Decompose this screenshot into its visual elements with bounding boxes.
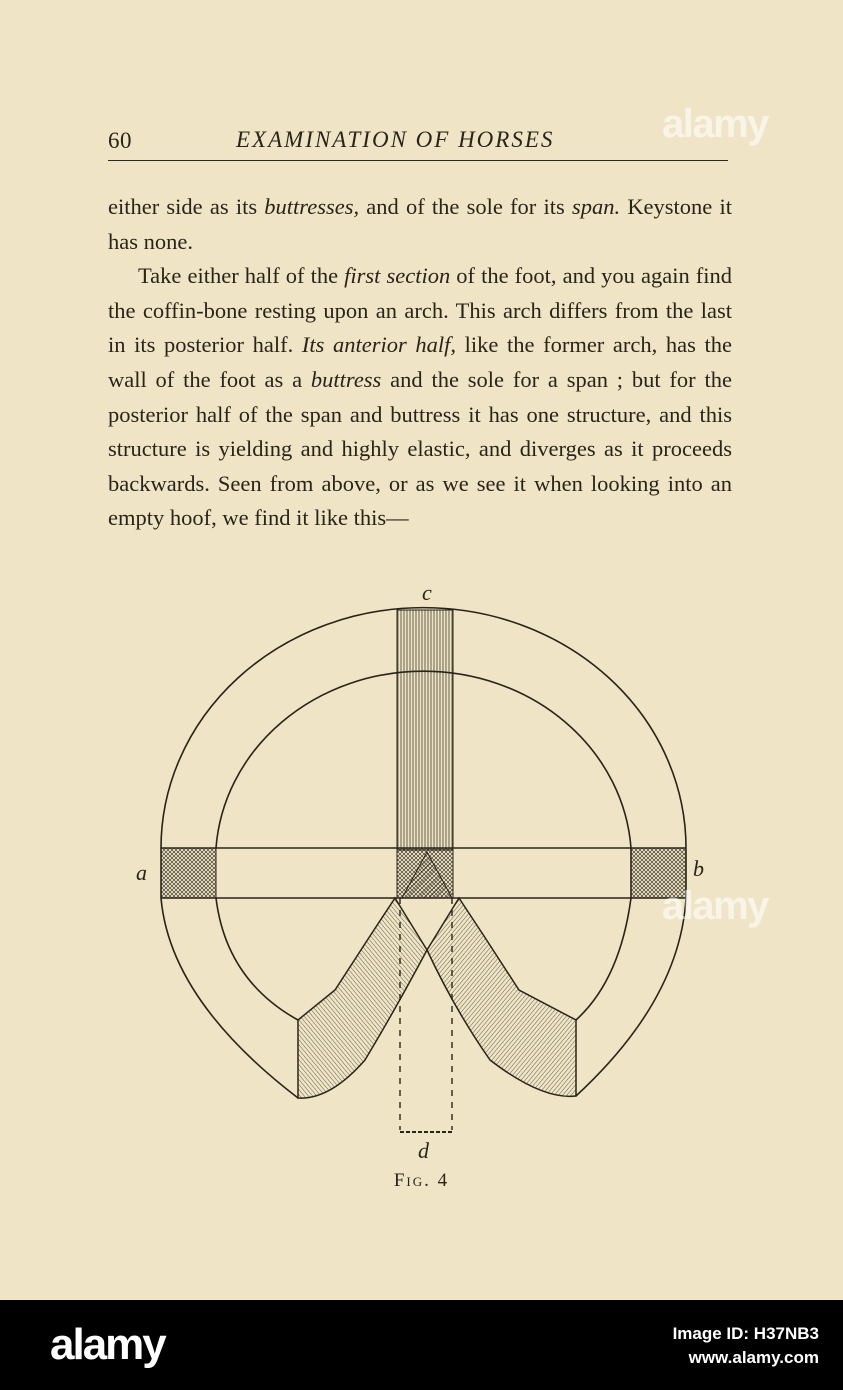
italic-run: span. bbox=[571, 194, 621, 219]
frog-center-strip bbox=[397, 610, 453, 850]
image-reference bbox=[673, 1322, 819, 1370]
hoof-diagram bbox=[130, 580, 730, 1170]
body-text bbox=[108, 190, 732, 536]
text-run: Take either half of the bbox=[138, 263, 345, 289]
text-run: either side as its bbox=[108, 194, 265, 219]
site-url: www.alamy.com bbox=[688, 1348, 819, 1367]
label-b: b bbox=[693, 856, 704, 881]
buttress-left bbox=[161, 848, 216, 898]
paragraph-1 bbox=[108, 190, 732, 259]
italic-run: first section bbox=[344, 263, 451, 289]
running-head: EXAMINATION OF HORSES bbox=[236, 127, 555, 152]
watermark-logo: alamy bbox=[662, 884, 768, 928]
label-d: d bbox=[418, 1138, 429, 1163]
text-run: of the foot, and you again find the coffin-bone resting upon an arch. This arch differs from the last in its posterior half. bbox=[108, 263, 733, 358]
italic-run: Its anterior half, bbox=[301, 332, 456, 358]
figure-caption: Fig. 4 bbox=[393, 1170, 450, 1191]
text-run: Keystone it has none. bbox=[108, 194, 732, 254]
page-number: 60 bbox=[108, 128, 132, 153]
image-id: Image ID: H37NB3 bbox=[672, 1324, 819, 1343]
paragraph-2 bbox=[108, 259, 732, 536]
stock-footer-bar bbox=[0, 1300, 843, 1390]
alamy-logo: alamy bbox=[50, 1320, 165, 1369]
italic-run: buttresses, bbox=[264, 194, 360, 219]
italic-run: buttress bbox=[310, 366, 382, 392]
watermark-logo: alamy bbox=[662, 102, 768, 146]
text-run: like the former arch, has the wall of the foot as a bbox=[108, 332, 732, 392]
frog-right-arm bbox=[427, 898, 576, 1096]
label-a: a bbox=[136, 860, 147, 885]
text-run: and the sole for a span ; but for the posterior half of the span and buttress it has one structure, and this structure is yielding and highly elastic, and diverges as it proceeds backwards. Seen from above, or as we see it when looking into an empty hoof, we find it like this— bbox=[108, 366, 732, 531]
label-c: c bbox=[422, 580, 432, 605]
frog-left-arm bbox=[298, 898, 427, 1098]
text-run: and of the sole for its bbox=[359, 194, 572, 219]
page-header bbox=[108, 126, 728, 161]
